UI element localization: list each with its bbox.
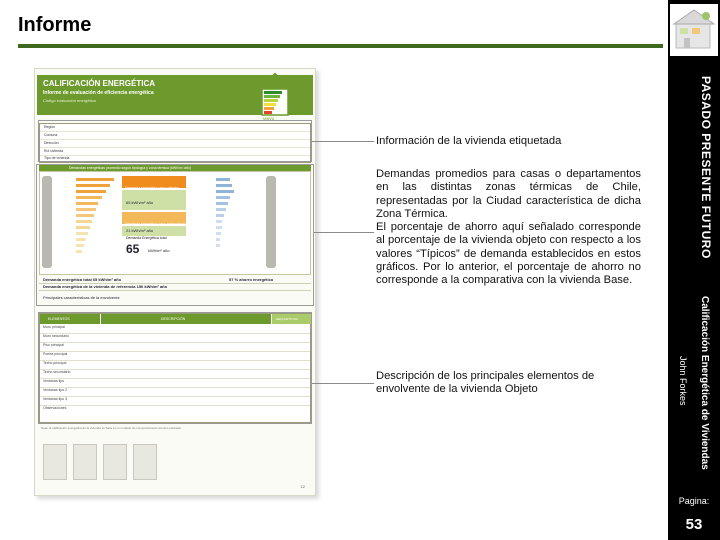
page-title: Informe xyxy=(18,14,92,36)
title-rule xyxy=(18,44,663,48)
table-row: Puerta principal xyxy=(40,352,310,361)
logo-agencia xyxy=(133,444,157,480)
th-descripcion: DESCRIPCIÓN xyxy=(101,314,271,324)
document-title: CALIFICACIÓN ENERGÉTICA xyxy=(43,79,155,88)
principles-label: Principales características de la envolvente xyxy=(43,295,120,300)
institution-logos xyxy=(41,444,309,484)
nav-label: PASADO PRESENTE FUTURO xyxy=(699,76,713,259)
table-row: Techo principal xyxy=(40,361,310,370)
heating-demand-value: 65 kWh/m² año xyxy=(122,190,186,210)
table-row: Techo secundario xyxy=(40,370,310,379)
logo-energia xyxy=(103,444,127,480)
savings-label: 57 % ahorro energético xyxy=(229,277,274,282)
total-demand-unit: kWh/m² año xyxy=(148,248,170,253)
table-row: Observaciones xyxy=(43,406,67,410)
th-requisito: REQUISITO OG xyxy=(272,314,312,324)
table-row: Piso principal xyxy=(40,343,310,352)
minvu-badge: MINVU xyxy=(263,117,275,121)
th-elementos: ELEMENTOS xyxy=(40,314,100,324)
highlight-demand xyxy=(36,164,314,306)
cooling-demand-label: Demanda energética para enfriamiento xyxy=(122,212,186,224)
total-demand-value: 65 xyxy=(126,242,140,256)
table-row: Muro principal xyxy=(40,325,310,334)
house-logo xyxy=(670,4,718,56)
connector-envelope xyxy=(312,383,374,384)
connector-demand xyxy=(314,232,374,233)
annotation-envelope: Descripción de los principales elementos de envolvente de la vivienda Objeto xyxy=(376,370,595,396)
logo-gobierno xyxy=(73,444,97,480)
document-page-mark: 12 xyxy=(300,484,305,489)
author-label: John Forkes xyxy=(678,356,688,406)
heating-demand-label: Demanda energética para calentar xyxy=(122,176,186,188)
document-notes: Nota: la calificación energética de la vivienda se basa en un modelo de comportamiento térmico estándar. xyxy=(41,426,182,430)
highlight-envelope xyxy=(38,312,312,424)
page-number: 53 xyxy=(685,516,703,533)
info-row: Dirección xyxy=(40,141,310,148)
table-row: Ventanas tipo 2 xyxy=(40,388,310,397)
info-row: Tipo de vivienda xyxy=(44,156,70,160)
annotation-info: Información de la vivienda etiquetada xyxy=(376,135,562,147)
document-subtitle: Informe de evaluación de eficiencia energética xyxy=(43,90,154,96)
connector-info xyxy=(312,141,374,142)
table-row: Ventanas tipo 3 xyxy=(40,397,310,406)
summary-total: Demanda energética total 65 kWh/m² año xyxy=(39,277,311,284)
table-row: Ventanas tipo xyxy=(40,379,310,388)
table-row: Muro secundario xyxy=(40,334,310,343)
subtitle-label: Calificación Energética de Viviendas xyxy=(699,296,710,470)
document-code: Código evaluación energética xyxy=(43,98,96,103)
summary-reference: Demanda energética de la vivienda de referencia 150 kWh/m² año xyxy=(39,284,311,291)
cooling-demand-value: 21 kWh/m² año xyxy=(122,226,186,236)
demand-band: Demandas energéticas promedio según tipología y zona térmica (kWh/m² año) xyxy=(39,165,311,171)
info-row: Comuna xyxy=(40,133,310,140)
info-row: Región xyxy=(40,125,310,132)
highlight-info xyxy=(38,120,312,162)
total-demand-label: Demanda Energética total xyxy=(126,236,167,240)
logo-ministerio xyxy=(43,444,67,480)
page-label: Pagina: xyxy=(678,496,710,506)
info-row: Rol vivienda xyxy=(40,149,310,156)
rating-house-icon xyxy=(257,71,293,121)
annotation-demand: Demandas promedios para casas o departamentos en las distintas zonas térmicas de Chile, representadas por la Ciudad característica de dicha Zona Térmica. El porcentaje de ahorro aquí señalado corresponde al porcentaje de la vivienda objeto con respecto a los valores “Típicos” de demanda establecidos en estos gráficos. Por lo anterior, el porcentaje de ahorro no corresponde a la comparativa con la vivienda Base. xyxy=(376,168,641,287)
